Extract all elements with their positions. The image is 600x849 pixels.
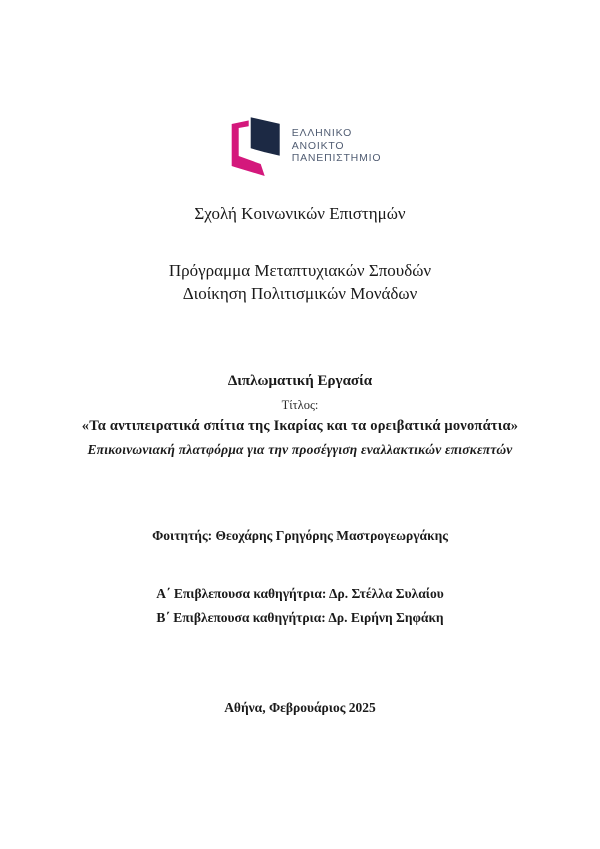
thesis-subtitle: Επικοινωνιακή πλατφόρμα για την προσέγγιση εναλλακτικών επισκεπτών bbox=[87, 442, 513, 457]
program-name: Πρόγραμμα Μεταπτυχιακών Σπουδών bbox=[168, 261, 432, 280]
logo-text-line1: ΕΛΛΗΝΙΚΟ bbox=[291, 127, 353, 140]
title-label: Τίτλος: bbox=[281, 398, 319, 412]
university-logo-text bbox=[292, 127, 382, 165]
logo-text-line3: ΠΑΝΕΠΙΣΤΗΜΙΟ bbox=[291, 152, 382, 165]
logo-text-line2: ΑΝΟΙΚΤΟ bbox=[291, 139, 345, 152]
thesis-title: «Τα αντιπειρατικά σπίτια της Ικαρίας και τα ορειβατικά μονοπάτια» bbox=[81, 418, 519, 434]
logo-navy-shape bbox=[250, 116, 281, 157]
place-and-date: Αθήνα, Φεβρουάριος 2025 bbox=[224, 700, 376, 715]
thesis-type-heading: Διπλωματική Εργασία bbox=[227, 373, 373, 389]
open-book-logo-icon bbox=[231, 114, 283, 178]
program-specialization: Διοίκηση Πολιτισμικών Μονάδων bbox=[182, 284, 418, 303]
student-name-line: Φοιτητής: Θεοχάρης Γρηγόρης Μαστρογεωργάκης bbox=[152, 528, 448, 543]
supervisor-a-line: Α΄ Επιβλεπουσα καθηγήτρια: Δρ. Στέλλα Συλαίου bbox=[156, 586, 444, 601]
school-name: Σχολή Κοινωνικών Επιστημών bbox=[194, 204, 406, 223]
supervisor-b-line: Β΄ Επιβλεπουσα καθηγήτρια: Δρ. Ειρήνη Σηφάκη bbox=[156, 610, 444, 625]
university-logo bbox=[231, 114, 382, 178]
